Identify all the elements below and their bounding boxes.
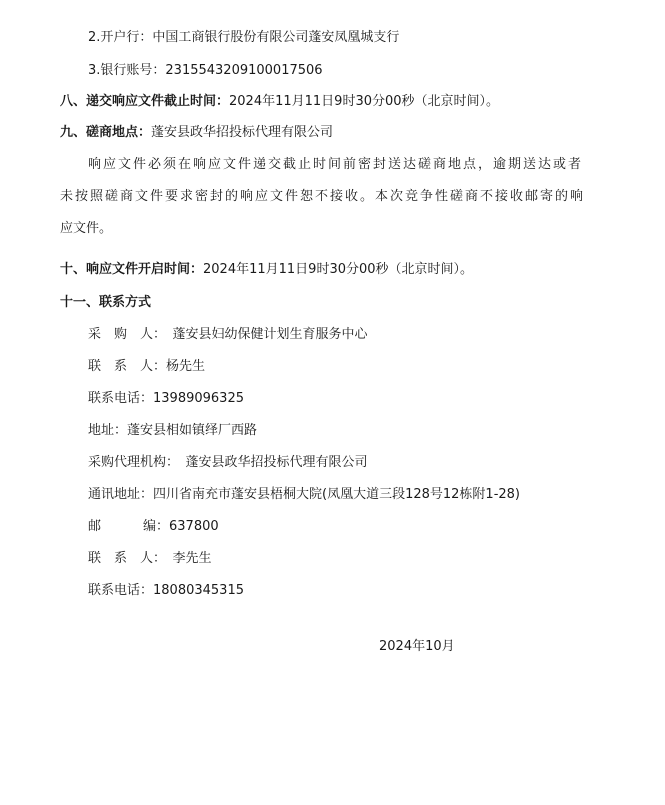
- section-9-paragraph-line-2: 未按照磋商文件要求密封的响应文件恕不接收。本次竞争性磋商不接收邮寄的响: [60, 189, 586, 204]
- section-9-heading: 九、磋商地点：: [60, 125, 152, 140]
- document-date: 2024年10月: [379, 639, 455, 654]
- contact-phone-1: 联系电话：13989096325: [88, 391, 244, 406]
- section-9-paragraph-line-3: 应文件。: [60, 221, 113, 236]
- contact-phone-2: 联系电话：18080345315: [88, 583, 244, 598]
- section-9-value: 蓬安县政华招投标代理有限公司: [151, 125, 334, 140]
- section-10-value: 2024年11月11日9时30分00秒（北京时间）。: [203, 262, 474, 277]
- section-8-value: 2024年11月11日9时30分00秒（北京时间）。: [229, 94, 500, 109]
- section-11-heading: 十一、联系方式: [60, 295, 152, 310]
- procurement-agency: 采购代理机构： 蓬安县政华招投标代理有限公司: [88, 455, 368, 470]
- section-9-paragraph-line-1: 响应文件必须在响应文件递交截止时间前密封送达磋商地点，逾期送达或者: [88, 157, 584, 172]
- section-8-heading: 八、递交响应文件截止时间：: [60, 94, 230, 109]
- section-10: [60, 261, 473, 279]
- postal-code: [88, 518, 219, 536]
- contact-person-1: 联 系 人：杨先生: [88, 359, 206, 374]
- section-9: [60, 124, 333, 142]
- mailing-address: 通讯地址：四川省南充市蓬安县梧桐大院(凤凰大道三段128号12栋附1-28): [88, 487, 521, 502]
- bank-branch: 2.开户行：中国工商银行股份有限公司蓬安凤凰城支行: [88, 30, 400, 45]
- postal-value: 编：637800: [143, 519, 219, 534]
- section-8: [60, 93, 499, 111]
- section-10-heading: 十、响应文件开启时间：: [60, 262, 204, 277]
- purchaser: 采 购 人： 蓬安县妇幼保健计划生育服务中心: [88, 327, 368, 342]
- address-1: 地址：蓬安县相如镇绎厂西路: [88, 423, 258, 438]
- postal-label: 邮: [88, 519, 102, 534]
- bank-account: 3.银行账号：2315543209100017506: [88, 63, 323, 78]
- contact-person-2: 联 系 人： 李先生: [88, 551, 212, 566]
